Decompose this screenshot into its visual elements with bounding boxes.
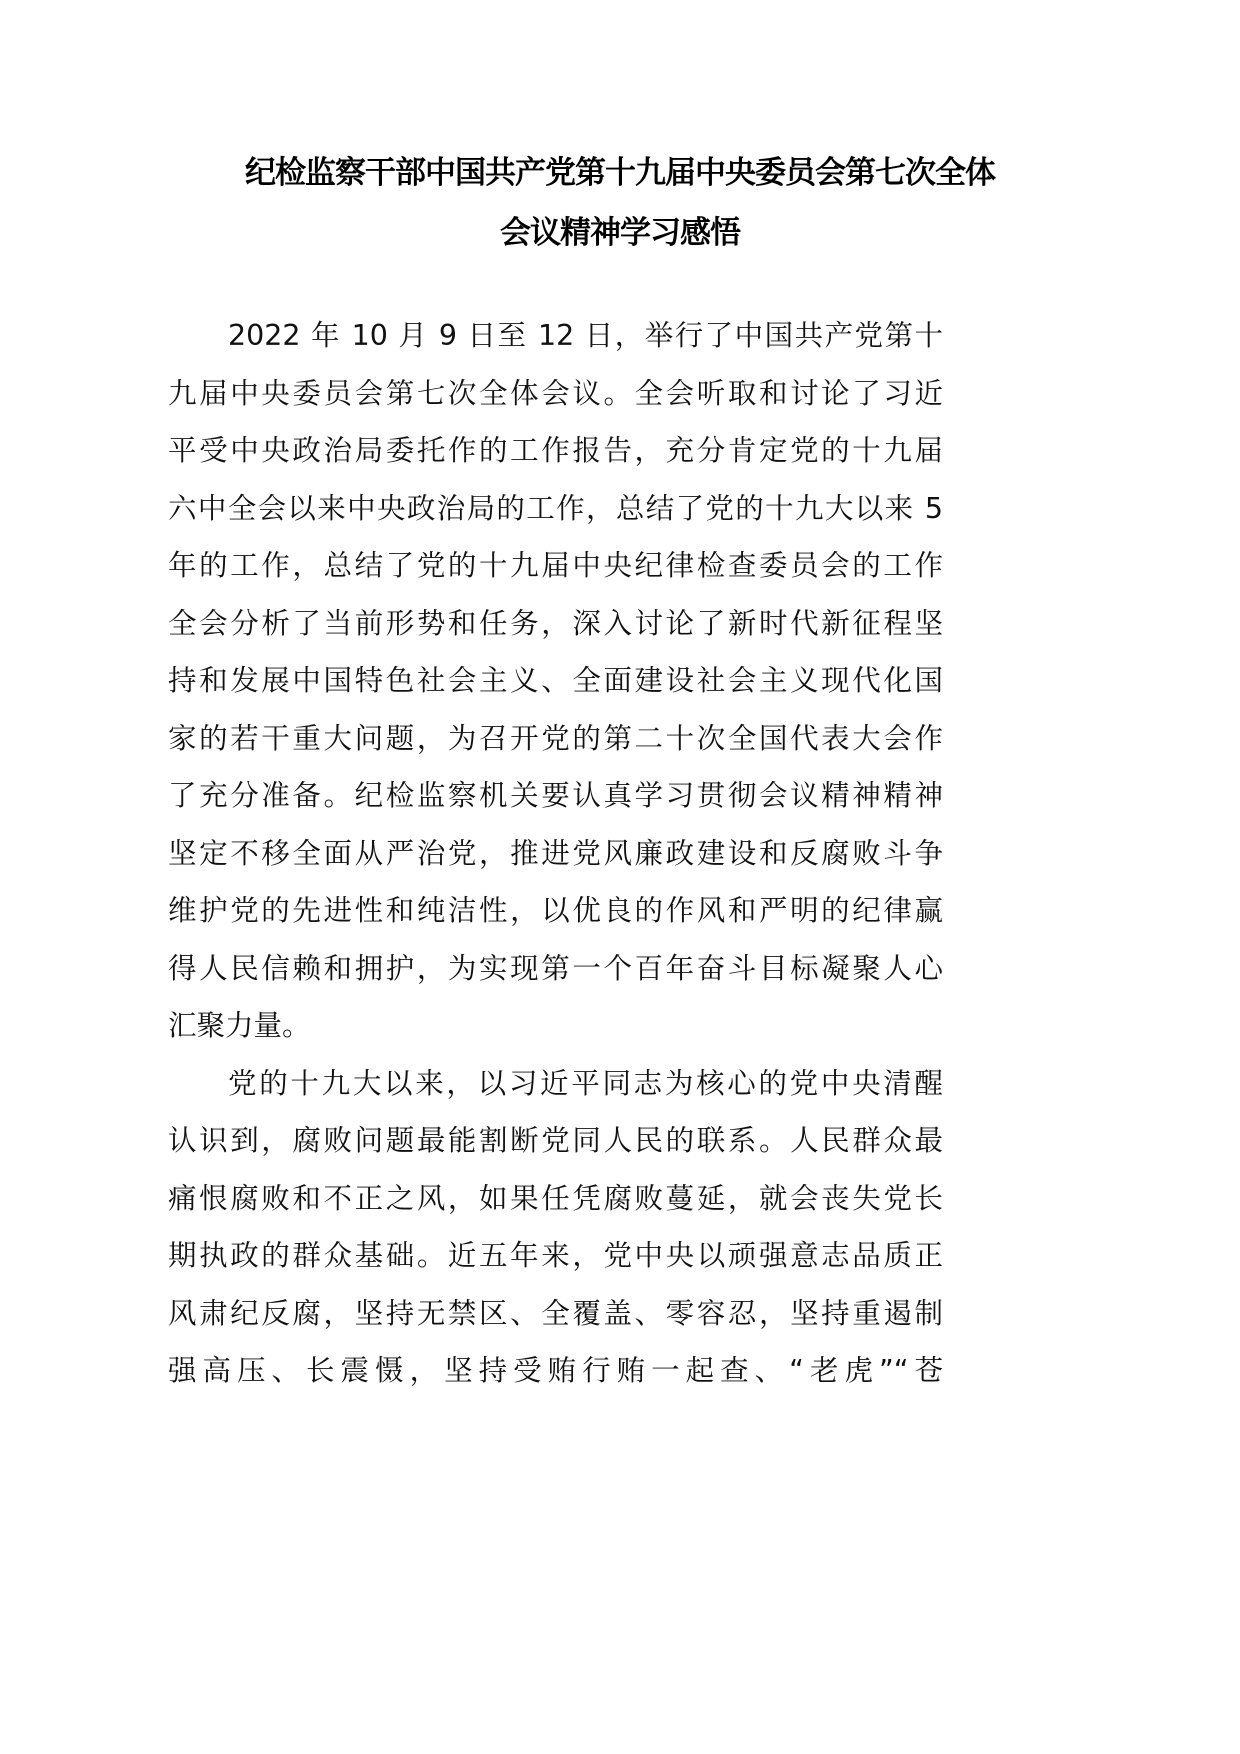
paragraph-1-line: 平受中央政治局委托作的工作报告，充分肯定党的十九届	[168, 434, 943, 467]
paragraph-2-line: 痛恨腐败和不正之风，如果任凭腐败蔓延，就会丧失党长	[168, 1181, 943, 1215]
paragraph-1-line: 持和发展中国特色社会主义、全面建设社会主义现代化国	[168, 664, 943, 697]
paragraph-1-line: 了充分准备。纪检监察机关要认真学习贯彻会议精神精神	[168, 779, 943, 812]
paragraph-2-line: 期执政的群众基础。近五年来，党中央以顽强意志品质正	[168, 1239, 943, 1272]
paragraph-2-line: 认识到，腐败问题最能割断党同人民的联系。人民群众最	[168, 1124, 943, 1157]
paragraph-1-line: 坚定不移全面从严治党，推进党风廉政建设和反腐败斗争	[168, 836, 943, 870]
document-title-line-2: 会议精神学习感悟	[500, 215, 740, 251]
paragraph-1-line: 年的工作，总结了党的十九届中央纪律检查委员会的工作	[168, 549, 943, 582]
paragraph-1-line: 汇聚力量。	[168, 1009, 311, 1042]
paragraph-1-line: 九届中央委员会第七次全体会议。全会听取和讨论了习近	[168, 376, 943, 410]
paragraph-2-line: 风肃纪反腐，坚持无禁区、全覆盖、零容忍，坚持重遏制	[168, 1296, 943, 1330]
paragraph-1-line: 全会分析了当前形势和任务，深入讨论了新时代新征程坚	[168, 606, 943, 640]
paragraph-2-line: 党的十九大以来，以习近平同志为核心的党中央清醒	[228, 1066, 943, 1100]
paragraph-1-line: 2022 年 10 月 9 日至 12 日，举行了中国共产党第十	[228, 319, 943, 352]
paragraph-1-line: 维护党的先进性和纯洁性，以优良的作风和严明的纪律赢	[168, 894, 943, 927]
document-body	[168, 316, 943, 1409]
paragraph-1-line: 六中全会以来中央政治局的工作，总结了党的十九大以来 5	[168, 491, 943, 525]
paragraph-1-line: 家的若干重大问题，为召开党的第二十次全国代表大会作	[168, 721, 943, 755]
paragraph-2-line: 强高压、长震慑，坚持受贿行贿一起查、“老虎”“苍	[168, 1354, 943, 1387]
paragraph-1-line: 得人民信赖和拥护，为实现第一个百年奋斗目标凝聚人心	[168, 951, 943, 985]
document-title-line-1: 纪检监察干部中国共产党第十九届中央委员会第七次全体	[245, 155, 995, 191]
